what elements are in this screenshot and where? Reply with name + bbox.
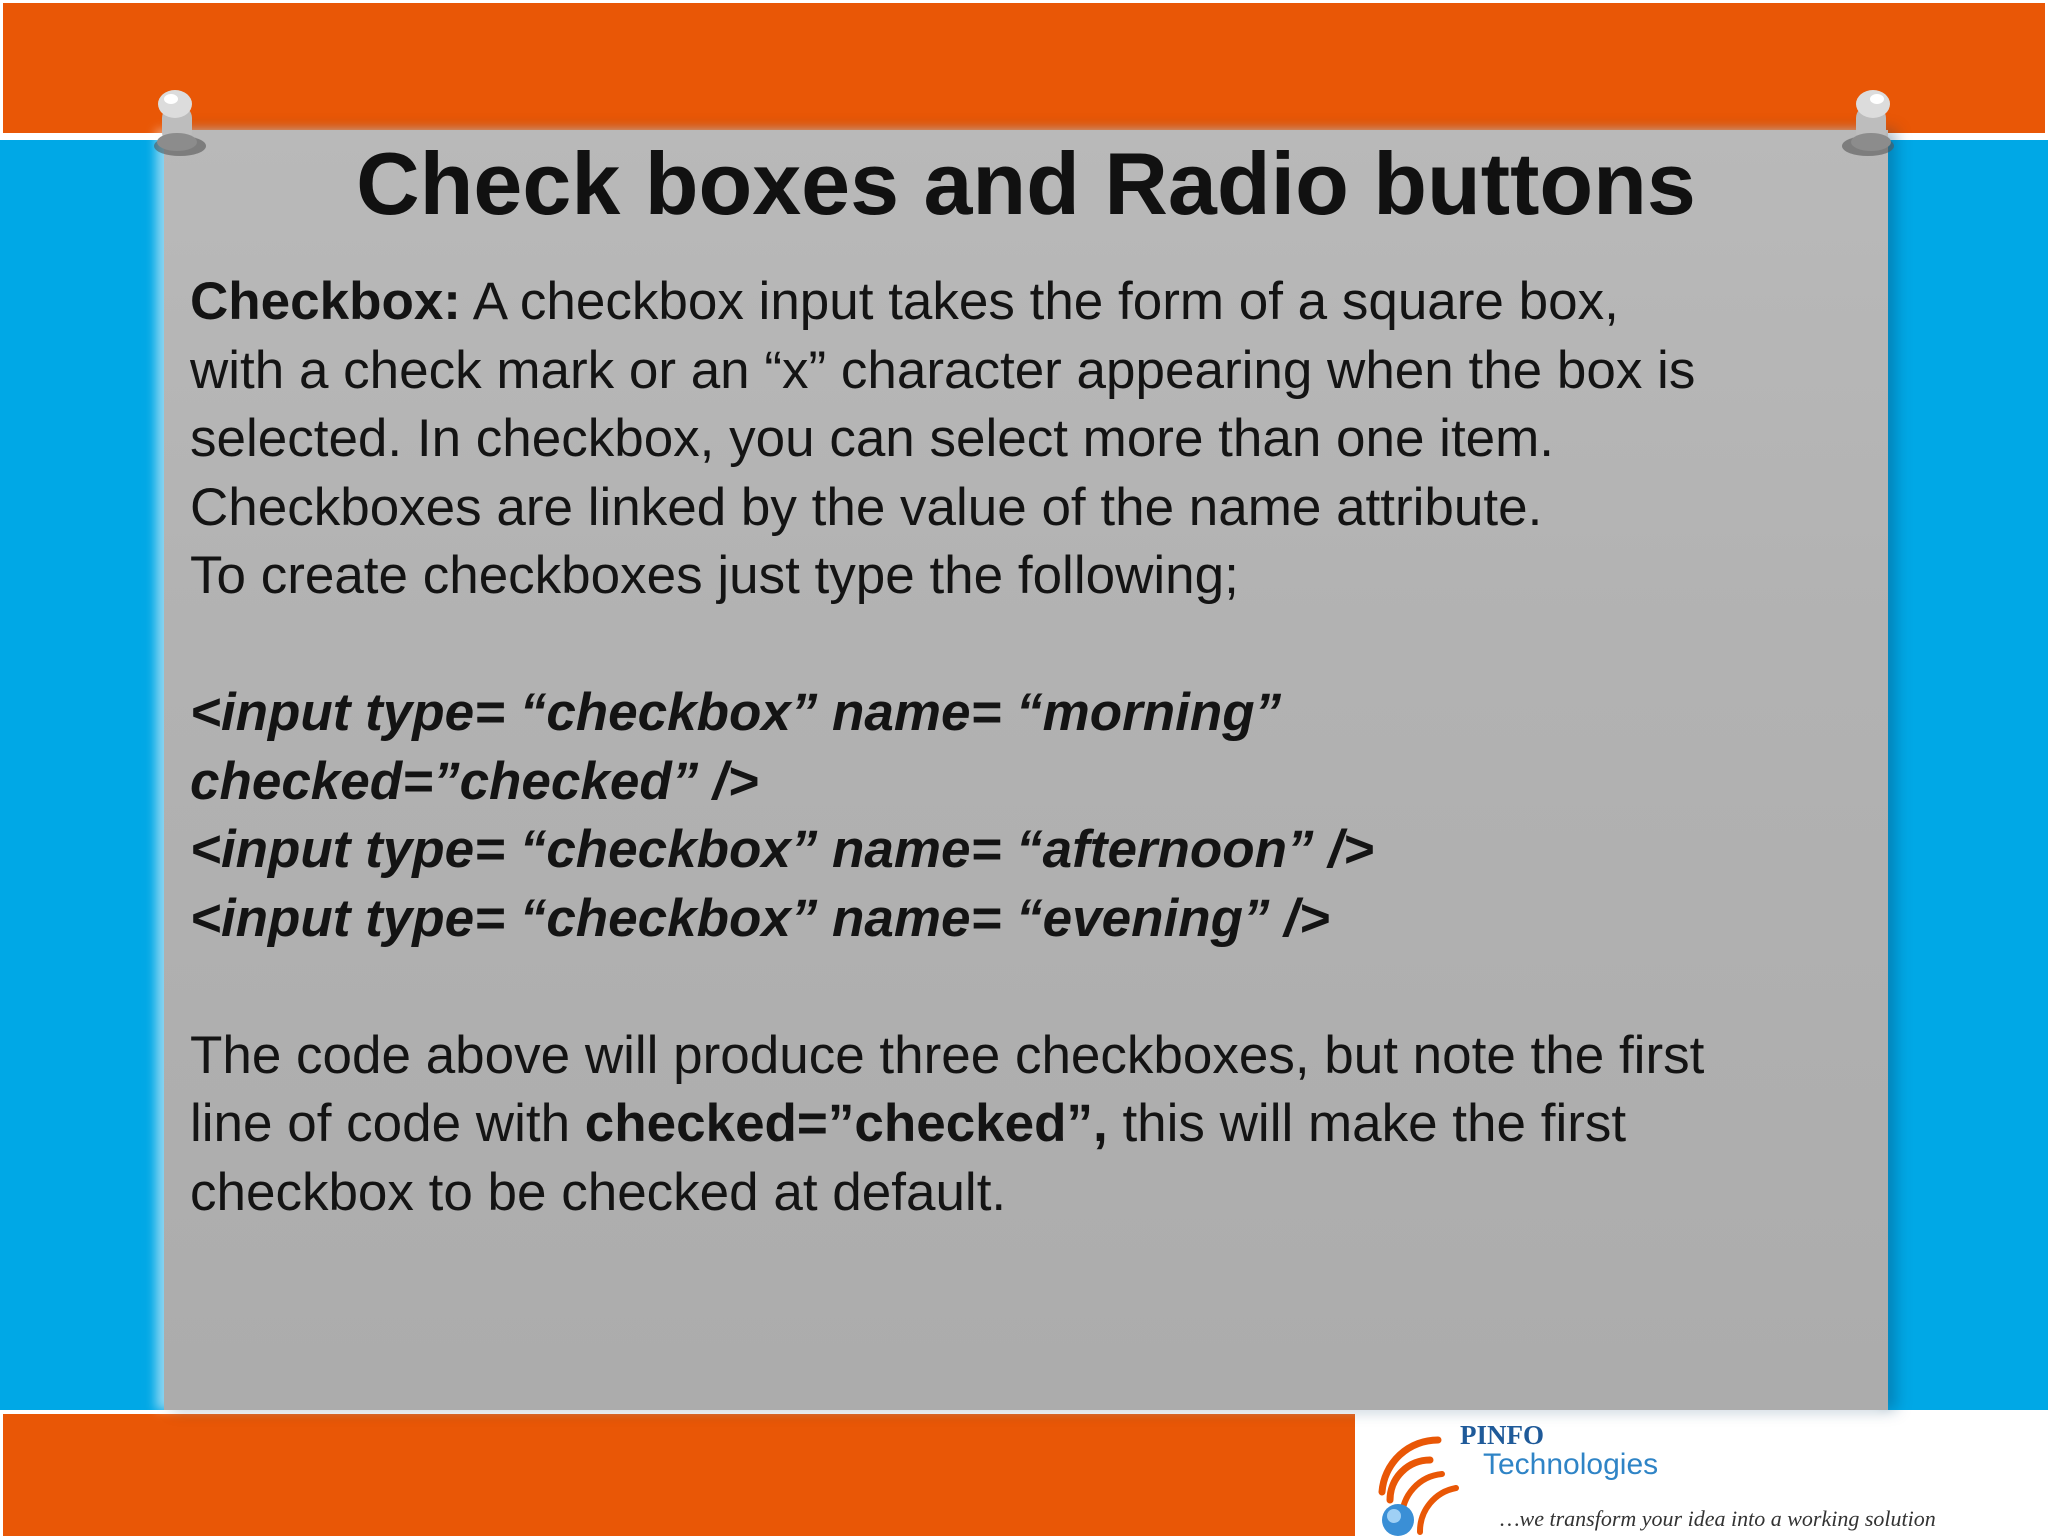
outro-line-3: checkbox to be checked at default. (190, 1162, 1007, 1222)
code-line-2: checked=”checked” /> (190, 751, 759, 811)
intro-line-4: Checkboxes are linked by the value of the name attribute. (190, 477, 1543, 537)
checkbox-term: Checkbox: (190, 272, 461, 331)
slide-body (190, 268, 1860, 1227)
logo-brand: PINFO (1460, 1420, 1544, 1450)
logo-subtitle: Technologies (1483, 1448, 1659, 1481)
outro-line-2-pre: line of code with (190, 1094, 585, 1153)
intro-line-3: selected. In checkbox, you can select more than one item. (190, 409, 1555, 468)
intro-line-1 (190, 268, 1860, 337)
top-orange-bar (3, 3, 2045, 133)
intro-line-5: To create checkboxes just type the following; (190, 546, 1239, 605)
outro-line-2-bold: checked=”checked”, (584, 1094, 1108, 1153)
code-line-1: <input type= “checkbox” name= “morning” (190, 683, 1282, 742)
outro-line-2 (190, 1090, 1860, 1159)
slide-title: Check boxes and Radio buttons (356, 134, 1696, 233)
logo-tagline: …we transform your idea into a working solution (1500, 1506, 1936, 1531)
intro-line-2: with a check mark or an “x” character appearing when the box is (190, 340, 1696, 400)
code-line-3: <input type= “checkbox” name= “afternoon” /> (190, 820, 1374, 879)
outro-line-2-post: this will make the first (1107, 1094, 1627, 1153)
code-line-4: <input type= “checkbox” name= “evening” /> (190, 888, 1330, 948)
spacer (190, 611, 1860, 680)
spacer (190, 953, 1860, 1022)
bottom-orange-bar (3, 1414, 1355, 1536)
outro-line-1: The code above will produce three checkboxes, but note the first (190, 1025, 1705, 1085)
intro-line-1-text: A checkbox input takes the form of a square box, (472, 272, 1619, 331)
